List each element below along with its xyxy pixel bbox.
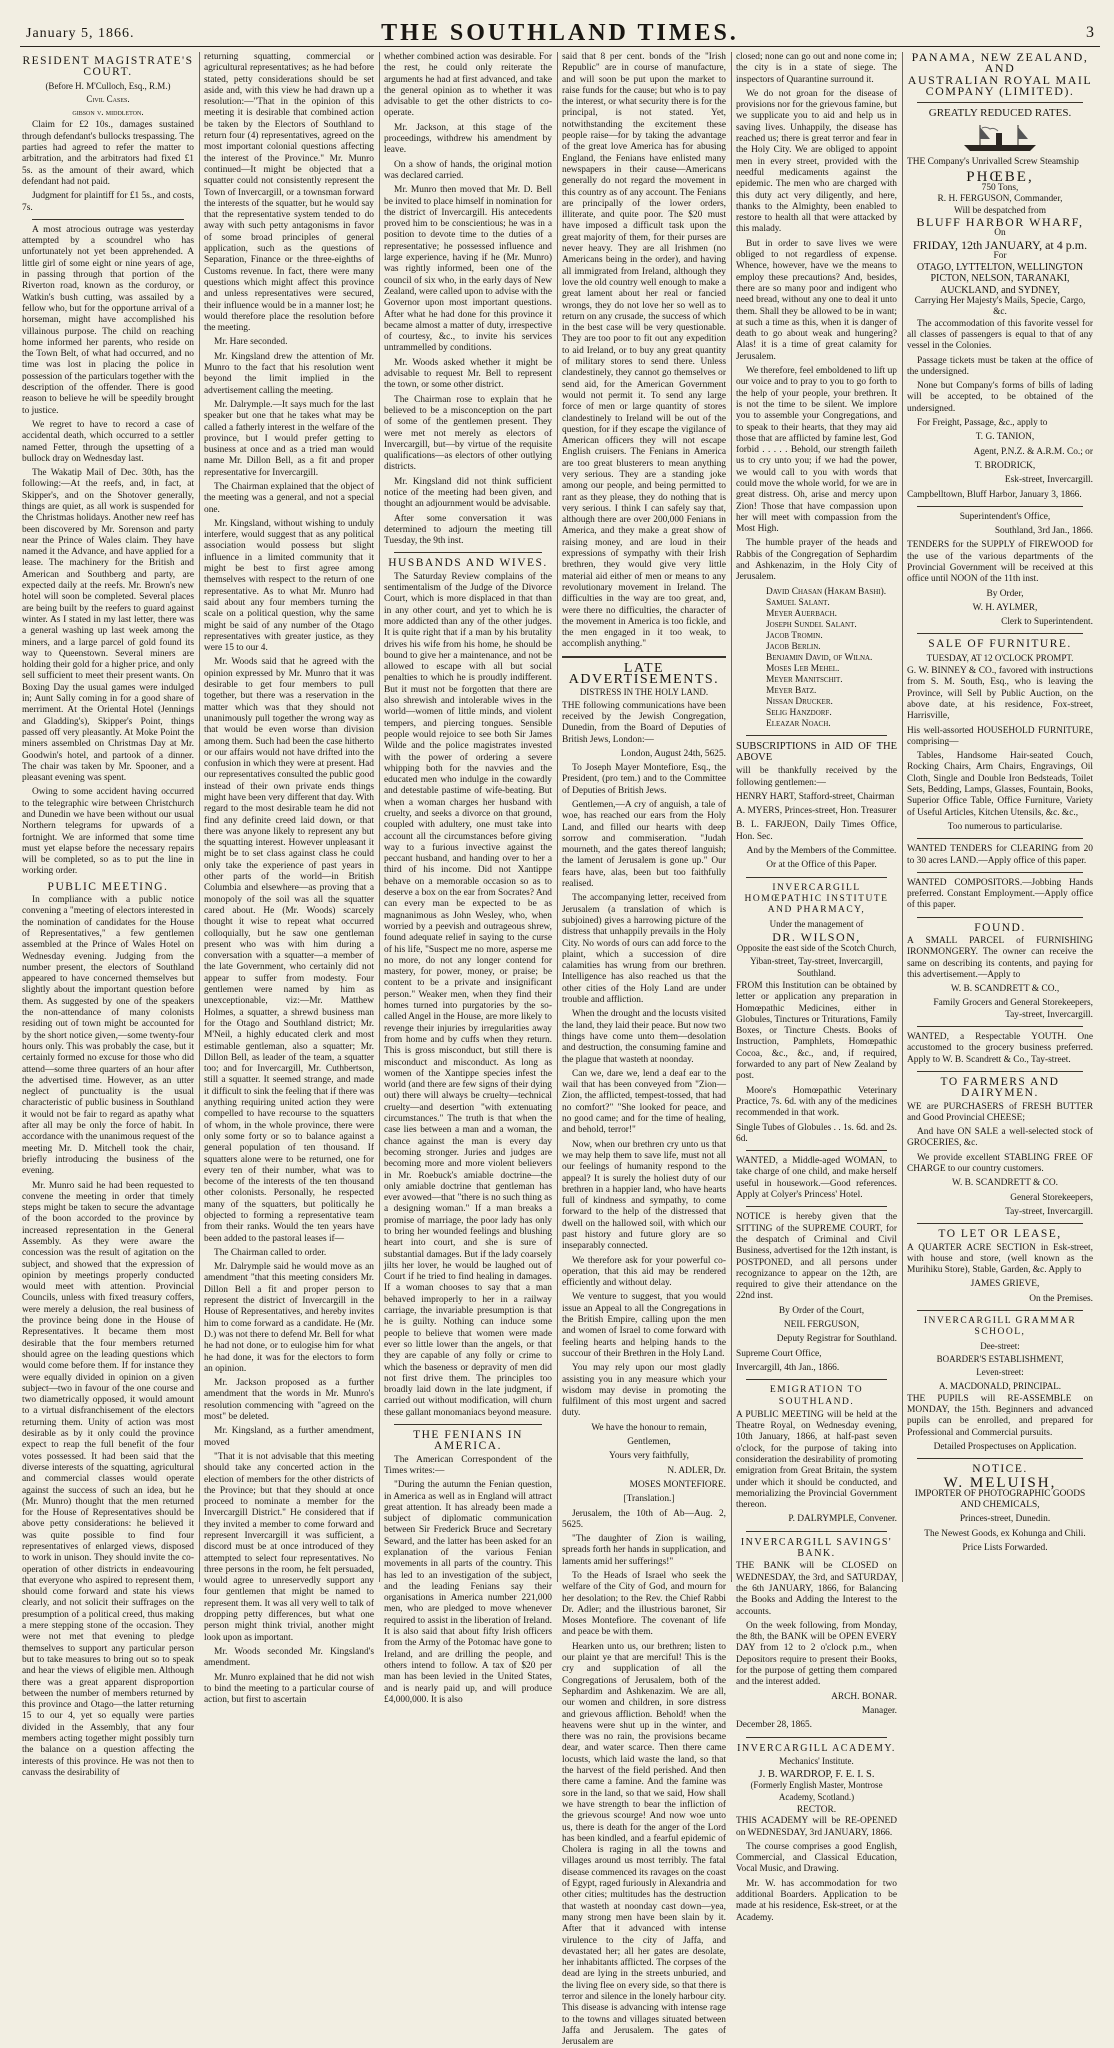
column-rule — [379, 52, 380, 1582]
steamship-icon — [960, 123, 1040, 153]
paragraph: Gentlemen,—A cry of anguish, a tale of woe, has reached our ears from the Holy Land, and filled our hearts with deep sorrow and commiseration. "Judah mourneth, and the gates thereof languish; the lament of Jerusalem is gone up." Our fears have, alas, been but too faithfully realised. — [562, 800, 726, 890]
paragraph: Mr. Woods said that he agreed with the opinion expressed by Mr. Munro that it was desirable to get four members to pull together, but there was a reservation in the matter which was that they should not unanimously pull together the wrong way as that would be even worse than division among them. Such had been the case hitherto or our affairs would not have drifted into the confusion in which they were at present. Had our representatives consulted the public good instead of their own private ends things might have been very different that day. With regard to the most desirable team he did not find any definite creed laid down, or that there was anyone likely to represent any but the squatting interest. However unpleasant it might be to set class against class he could only take the experience of past years in other parts of the world—in British Columbia and elsewhere—as proving that a monopoly of the soil was all the squatter cared about. He (Mr. Woods) scarcely thought it wise to repeat what occurred colloquially, but he saw one gentleman present who was with him during a conversation with a squatter—a member of the late Government, who certainly did not appear to suffer from modesty. Four gentlemen were named by him as unexceptionable, viz:—Mr. Matthew Holmes, a squatter, a shrewd business man for the Otago and Southland district; Mr. M'Neil, a highly educated clerk and most estimable gentleman, also a squatter; Mr. Dillon Bell, as leader of the team, a squatter too; and for Invercargill, Mr. Cuthbertson, still a squatter. It seemed strange, and made it difficult to sink the feeling that if there was anything requiring united action they were compelled to have recourse to the squatters of whom, in the whole province, there were only some forty or so to balance against a general population of ten thousand. If squatters alone were to be returned, one for every ten of their number, what was to become of the interests of the ten thousand other colonists. Personally, he respected many of the squatters, but politically he objected to forming a representative team from their ranks. Would the ten years have been added to the pastoral leases if— — [204, 657, 375, 1244]
divider — [746, 877, 887, 878]
column-3 — [384, 52, 552, 1705]
signature: Manager. — [861, 1705, 897, 1716]
paragraph: General Storekeepers, — [1010, 1192, 1093, 1203]
savings-bank-heading: INVERCARGILL SAVINGS' BANK. — [740, 1536, 893, 1560]
ports: PICTON, NELSON, TARANAKI, — [930, 273, 1070, 285]
paragraph: Carrying Her Majesty's Mails, Specie, Cargo, &c. — [914, 296, 1086, 318]
paragraph: Mr. Kingsland drew the attention of Mr. Munro to the fact that his resolution went beyond the limit implied in the advertisement calling the meeting. — [204, 351, 374, 396]
grammar-principal: A. MACDONALD, PRINCIPAL. — [939, 1380, 1061, 1391]
paragraph: Mr. Dalrymple.—It says much for the last speaker but one that he takes what may be called a fatherly interest in the welfare of the province, but I would prefer getting to business at once and as a tried man would name Mr. Dillon Bell, as a fit and proper representative for Invercargill. — [204, 399, 374, 478]
column-4 — [562, 52, 727, 2048]
translation-label: [Translation.] — [623, 1494, 675, 1505]
divider — [746, 1150, 887, 1151]
divider — [746, 735, 887, 736]
distress-heading: DISTRESS IN THE HOLY LAND. — [579, 687, 709, 698]
paragraph: A QUARTER ACRE SECTION in Esk-street, with house and store, (well known as the Murihiku Store), Stable, Garden, &c. Apply to — [907, 1242, 1093, 1276]
paragraph: When the drought and the locusts visited the land, they laid their peace. But now two things have come unto them—desolation and destruction, the consuming famine and the plague that wasteth at noonday. — [562, 1009, 726, 1065]
emigration-heading: EMIGRATION TO SOUTHLAND. — [769, 1385, 864, 1407]
paragraph: December 28, 1865. — [736, 1720, 813, 1731]
divider — [917, 1310, 1083, 1311]
paragraph: The Chairman explained that the object of the meeting was a general, and not a special one. — [204, 481, 374, 515]
paragraph: The accompanying letter, received from Jerusalem (a translation of which is subjoined) gives a harrowing picture of the distress that unhappily prevails in the Holy City. No words of ours can add force to the plaint, which a succession of dire calamities has wrung from our brethren. Intelligence has also reached us that the other cities of the Holy Land are under trouble and affliction. — [562, 893, 726, 1006]
paragraph: FROM this Institution can be obtained by letter or application any preparation in Homœpathic Medicines, either in Globules, Tinctures or Triturations, Family Boxes, or Tincture Chests. Books of Instruction, Pamphlets, Homœpathic Cocoa, &c., &c., and, if required, forwarded to any part of New Zealand by post. — [736, 981, 897, 1082]
agent: Esk-street, Invercargill. — [1004, 475, 1093, 486]
column-2 — [204, 52, 375, 1706]
signature: MOSES MONTEFIORE. — [629, 1479, 726, 1490]
newspaper-title: THE SOUTHLAND TIMES. — [381, 20, 739, 46]
grammar-sub: Dee-street: — [980, 1340, 1020, 1351]
divider — [917, 102, 1083, 103]
agent: T. BRODRICK, — [974, 460, 1036, 471]
paragraph: Mr. Jackson, at this stage of the proceedings, withdrew his amendment by leave. — [384, 122, 552, 156]
wharf: BLUFF HARBOR WHARF, — [916, 214, 1084, 229]
paragraph: THIS ACADEMY will be RE-OPENED on WEDNESDAY, 3rd JANUARY, 1866. — [736, 1816, 897, 1838]
paragraph: For Freight, Passage, &c., apply to — [917, 418, 1048, 429]
name: Meyer Manitschit. — [766, 674, 843, 685]
academy-heading: INVERCARGILL ACADEMY. — [737, 1742, 896, 1754]
paragraph: G. W. BINNEY & CO., favored with instructions from S. M. South, Esq., who is leaving the Province, will Sell by Public Auction, on the above date, at his residence, Fox-street, Harrisville, — [907, 666, 1093, 722]
letter-date: London, August 24th, 5625. — [620, 748, 726, 759]
rector-title: RECTOR. — [796, 1805, 837, 1815]
paragraph: And by the Members of the Committee. — [746, 846, 897, 857]
signature: JAMES GRIEVE, — [970, 1279, 1040, 1290]
paragraph: For — [993, 250, 1007, 261]
husbands-heading: HUSBANDS AND WIVES. — [388, 557, 548, 570]
steamship-heading: PANAMA, NEW ZEALAND, AND — [911, 50, 1089, 76]
signature: NEIL FERGUSON, — [783, 1320, 860, 1331]
steamship-heading: COMPANY (LIMITED). — [925, 83, 1075, 98]
paragraph: THE PUPILS will RE-ASSEMBLE on MONDAY, the 15th. Beginners and advanced pupils can be enrolled, and prepared for Professional and Commercial pursuits. — [907, 1393, 1093, 1438]
paragraph: Hearken unto us, our brethren; listen to our plaint ye that are merciful! This is the cry and supplication of all the Congregations of Jerusalem, both of the Sephardim and Ashkenazim. We are all, our women and children, in sore distress and grievous affliction. Behold! when the heavens were shut up in the winter, and there was no rain, the provisions became dear, and water scarce. Then there came locusts, which laid waste the land, so that the harvest of the field perished. And then there came a famine. And the famine was sore in the land, so that we said, How shall we have strength to bear the infliction of the grievous scourge! And now woe unto us, there is death for the anger of the Lord has been kindled, and a fearful epidemic of Cholera is raging in all the towns and villages around us most terribly. The fatal disease commenced its ravages on the coast of Egypt, raged furiously in Alexandria and other cities; multitudes has the destruction that wasteth at noonday cast down—yea, many strong men have been slain by it. After that it advanced with intense virulence to the city of Jaffa, and devastated her; all her gates are desolate, her inhabitants afflicted. The corpses of the dead are lying in the streets unburied, and the living flee on every side, so that there is terror and silence in the lonely harbour city. This disease is advancing with intense rage to the towns and villages situated between Jaffa and Jerusalem. The gates of Jerusalem are — [562, 1641, 727, 2048]
subscriptions-heading: SUBSCRIPTIONS in AID OF THE ABOVE — [736, 740, 897, 763]
paragraph: Mr. Woods asked whether it might be advisable to request Mr. Bell to represent the town, or some other district. — [384, 357, 552, 391]
paragraph: After some conversation it was determined to adjourn the meeting till Tuesday, the 9th inst. — [384, 513, 552, 547]
meeting-heading: PUBLIC MEETING. — [47, 880, 169, 893]
paragraph: Mr. Hare seconded. — [214, 337, 288, 348]
paragraph: To the Heads of Israel who seek the welfare of the City of God, and mourn for her desolation; to the Rev. the Chief Rabbi Dr. Adler; and the illustrious baronet, Sir Moses Montefiore. The covenant of life and peace be with them. — [562, 1571, 726, 1638]
paragraph: The Saturday Review complains of the sentimentalism of the Judge of the Divorce Court, which is more displaced in that than in any other court, and yet to which he is more addicted than any of the other judges. It is quite right that if a man by his brutality drives his wife from his home, he should be bound to give her a maintenance, and not be allowed to escape with all but social penalties to which he is proudly indifferent. But it must not be forgotten that there are also shrewish and intolerable wives in the world—women of little minds, and violent tempers, and piercing tongues. Sensible people would rejoice to see both Sir James Wilde and the police magistrates invested with the power of ordering a severe whipping both for the navvies and the educated men who indulge in the cowardly and detestable pastime of wife-beating. But when a woman charges her husband with cruelty, and seeks a divorce on that ground, coupled with adultery, one must take into account all the circumstances before giving way to a furious invective against the peccant husband, and handing over to her a third of his income. Did not Xantippe behave on a memorable occasion so as to deserve a box on the ear from Socrates? And can every man be expected to be as magnanimous as John Wesley, who, when worried by a peevish and outrageous shrew, found adequate relief in saying to the curse of his life, "Suspect me no more, asperse me no more, do not any longer contend for mastery, for power, money, or praise; be content to be a private and insignificant person." Weaker men, when they find their homes turned into purgatories by the so-called Angel in the House, are more likely to revenge their injuries by irregularities away from home and by cuffs when they return. This is gross misconduct, but still there is misconduct and misconduct. As long as women of the Xantippe species infest the world (and there are few signs of their dying out) there will always be cruelty—technical cruelty—and desertion "with extenuating circumstances." The truth is that when the case lies between a man and a woman, the chance against the man is every day becoming stronger. Juries and judges are becoming more and more violent believers in Mr. Roebuck's amiable doctrine—the only amiable doctrine that gentleman has ever avowed—that "there is no such thing as a designing woman." If a man breaks a promise of marriage, the poor lady has only to bring her wounded feelings and blushing heart into court, and she is sure of substantial damages. But if the lady coarsely jilts her lover, he would be laughed out of Court if he tried to find healing in damages. If a woman chooses to say that a man behaved improperly to her in a railway carriage, the invariable presumption is that he is guilty. Nothing can induce some people to believe that women were made ever so little lower than the angels, or that they are capable of any folly or crime to which the baseness or depravity of men did not first drive them. The principles too broadly laid down in the late judgment, if carried out without modification, will churn these gallant monomaniacs beyond measure. — [384, 571, 552, 1418]
paragraph: Can we, dare we, lend a deaf ear to the wail that has been conveyed from "Zion—Zion, the afflicted, tempest-tossed, that had no comfort?" "She looked for peace, and no good came; and for the time of healing, and behold, terror!" — [562, 1068, 726, 1136]
rector-name: J. B. WARDROP, F. E. I. S. — [758, 1769, 875, 1781]
court-heading: RESIDENT MAGISTRATE'S COURT. — [22, 55, 194, 79]
paragraph: Tables, Handsome Hair-seated Couch, Rocking Chairs, Arm Chairs, Engravings, Oil Cloth, Single and Double Iron Bedsteads, Toilet Sets, Bedding, Lamps, Glasses, Fountain, Books, Superior Office Table, Office Furniture, Variety of Useful Articles, Kitchen Utensils, &c. &c., — [907, 751, 1093, 818]
paragraph: And have ON SALE a well-selected stock of GROCERIES, &c. — [907, 1127, 1093, 1149]
homeopathic-heading: INVERCARGILL HOMŒPATHIC INSTITUTE AND PHARMACY, — [744, 882, 889, 916]
paragraph: WE are PURCHASERS of FRESH BUTTER and Good Provincial CHEESE; — [907, 1101, 1093, 1123]
paragraph: Now, when our brethren cry unto us that we may help them to save life, must not all our feelings of humanity respond to the appeal? It is surely the holiest duty of our brethren in a happier land, who have hearts full of kindness and sympathy, to come forward to the help of the distressed that dwell on the hallowed soil, with which our past history and future glory are so inseparably connected. — [562, 1139, 726, 1252]
divider — [32, 219, 184, 220]
signature: P. DALRYMPLE, Convener. — [788, 1514, 897, 1525]
divider — [917, 917, 1083, 918]
ports: OTAGO, LYTTELTON, WELLINGTON — [916, 262, 1084, 274]
paragraph: Or at the Office of this Paper. — [766, 860, 877, 871]
name: Samuel Salant. — [766, 597, 830, 608]
sale-date: TUESDAY, AT 12 O'CLOCK PROMPT. — [926, 652, 1074, 663]
paragraph: The Chairman called to order. — [214, 1247, 327, 1258]
paragraph: Mr. Jackson proposed as a further amendment that the words in Mr. Munro's resolution commencing with "agreed on the most" be deleted. — [204, 1378, 374, 1423]
column-rule — [731, 52, 732, 1582]
paragraph: Single Tubes of Globules . . 1s. 6d. and 2s. 6d. — [736, 1122, 897, 1144]
paragraph: In compliance with a public notice convening a "meeting of electors interested in the nomination of candidates for the House of Representatives," a few gentlemen assembled at the Prince of Wales Hotel on Wednesday evening. Judging from the number present, the electors of Southland appeared to have concerned themselves but slightly about the important question before them. As suggested by one of the speakers the non-attendance of many colonists residing out of town might be accounted for by the short notice given,—some twenty-four hours only. This was probably the case, but it certainly formed no excuse for those who did attend—some three quarters of an hour after the advertised time. However, as an utter neglect of punctuality is the usual characteristic of public business in Southland it would not be fair to regard as apathy what after all may be only the force of habit. In accordance with the unanimous request of the meeting Mr. D. Mitchell took the chair, briefly introducing the business of the evening. — [22, 895, 194, 1177]
signature: W. H. AYLMER, — [972, 602, 1038, 613]
paragraph: The humble prayer of the heads and Rabbis of the Congregation of Sephardim and Ashkenazim, in the Holy City of Jerusalem. — [736, 538, 897, 583]
divider — [917, 506, 1083, 507]
name: Nissan Drucker. — [766, 696, 833, 707]
name: Joseph Sundel Salant. — [766, 619, 857, 630]
signoff: Gentlemen, — [627, 1437, 671, 1448]
name: David Chasan (Hakam Bashi). — [766, 586, 887, 597]
paragraph: THE BANK will be CLOSED on WEDNESDAY, the 3rd, and SATURDAY, the 6th JANUARY, 1866, for Balancing the Books and Adding the Interest to the accounts. — [736, 1561, 897, 1617]
paragraph: Too numerous to particularise. — [947, 821, 1063, 832]
signature: W. B. SCANDRETT & CO., — [950, 984, 1060, 995]
notice-heading: NOTICE. — [972, 1463, 1028, 1476]
paragraph: Mr. W. has accommodation for two additional Boarders. Application to be made at his residence, Esk-street, or at the Academy. — [736, 1878, 897, 1923]
paragraph: Mr. Munro said he had been requested to convene the meeting in order that timely steps might be taken to secure the advantage of the boon accorded to the province by increased representation in the General Assembly. As they were aware the concession was the result of agitation on the subject, and showed that the expression of opinion by meetings properly conducted would meet with attention. Provincial Councils, unless with fixed treasury coffers, were merely a delusion, the real business of the province being done in the House of Representatives. It became them most desirable that the four members returned should agree on the leading questions which would come before them. If for instance they were equally divided in opinion on a given subject—two in favour of the one course and two diametrically opposed, it would amount to a virtual disfranchisement of the electors returning them. Unity of action was most desirable as by it only could the province expect to reap the full benefit of the four votes possessed. It had been said that the diverse interests of the squatting, agricultural and commercial classes would operate against the success of such an idea, but he (Mr. Munro) thought that the men returned for the House of Representatives should be above petty considerations: he believed it was quite possible to find four representatives of enlarged views, disposed to work in unison. They should invite the co-operation of other districts in endeavouring that everyone who aspired to represent them, should come forward and state his views clearly, and not solicit their suffrages on the presumption of a political creed, thus making a mere stepping stone of the occasion. They were not met that evening to pledge themselves to support any particular person but to take measures to bring out so to speak and hear the views of eligible men. Although there was a great apparent disproportion between the number of members returned by this province and Otago—the latter returning 15 to our 4, yet so equally were parties divided in the Assembly, that any four members acting together might possibly turn the balance on a question affecting the interests of this province. He was not then to canvass the desirability of — [22, 1180, 194, 1778]
tenders-notice: TENDERS for the SUPPLY of FIREWOOD for the use of the various departments of the Provincial Government will be received at this office until NOON of the 11th inst. — [907, 540, 1093, 585]
steamship-heading: AUSTRALIAN ROYAL MAIL — [907, 72, 1093, 87]
paragraph: Price Lists Forwarded. — [962, 1543, 1048, 1554]
paragraph: Mr. Dalrymple said he would move as an amendment "that this meeting considers Mr. Dillon Bell a fit and proper person to represent the district of Invercargill in the House of Representatives, and hereby invites him to come forward as a candidate. He (Mr. D.) was not there to defend Mr. Bell for what he had not done, or to eulogise him for what he had done, it was for the electors to form an opinion. — [204, 1262, 374, 1374]
divider — [917, 1458, 1083, 1459]
paragraph: The course comprises a good English, Commercial, and Classical Education, Vocal Music, and Drawing. — [736, 1841, 897, 1875]
signoff: We have the honour to remain, — [591, 1422, 707, 1433]
name: Selig Hanzdorf. — [766, 707, 832, 718]
paragraph: On the Premises. — [1029, 1293, 1093, 1304]
divider — [746, 1206, 887, 1207]
divider — [917, 1071, 1083, 1072]
subscriber: HENRY HART, Stafford-street, Chairman — [736, 791, 895, 802]
paragraph: returning squatting, commercial or agricultural representatives; as he had before stated, petty considerations should be set aside and, with this view he had drawn up a resolution:—"That in the opinion of this meeting it is desirable that combined action be taken by the Electors of Southland to return four (4) representatives, agreed on the most important colonial questions affecting the interest of the Province." Mr. Munro continued—It might be objected that a squatter could not consistently represent the Town of Invercargill, or a townsman forward the interests of the squatter, but he would say that the representative system tended to do away with such petty antagonisms in favor of some broad principles of general application, such as the questions of Separation, Finance or the three-eighths of Customs revenue. In fact, there were many questions which might affect this province and unless representatives were secured, their influence would be in a manner lost; he would therefore place the resolution before the meeting. — [204, 52, 374, 334]
civil-cases-heading: Civil Cases. — [86, 93, 130, 104]
name: Eleazar Noach. — [766, 718, 831, 729]
paragraph: Tay-street, Invercargill. — [1005, 1206, 1093, 1217]
paragraph: will be thankfully received by the following gentlemen:— — [736, 766, 897, 788]
meluish-name: W. MELUISH, — [943, 1474, 1057, 1491]
paragraph: A SMALL PARCEL of FURNISHING IRONMONGERY. The owner can receive the same on describing its contents, and paying for this advertisement.—Apply to — [907, 936, 1093, 980]
paragraph: Detailed Prospectuses on Application. — [933, 1441, 1077, 1452]
wanted-ad: WANTED, a Middle-aged WOMAN, to take charge of one child, and make herself useful in housework.—Good references. Apply at Colyer's Princess' Hotel. — [736, 1156, 897, 1201]
fenians-heading: THE FENIANS IN AMERICA. — [413, 1429, 523, 1453]
paragraph: The Chairman rose to explain that he believed to be a misconception on the part of some of the gentlemen present. They were met not merely as electors of Invercargill, but—by virtue of the requisite qualifications—as electors of other outlying districts. — [384, 394, 552, 473]
found-heading: FOUND. — [974, 921, 1026, 934]
paragraph: whether combined action was desirable. For the rest, he could only reiterate the arguments he had at first advanced, and take the general opinion as to whether it was advisable to get the other districts to co-operate. — [384, 52, 552, 119]
divider — [394, 1424, 542, 1425]
paragraph: Invercargill, 4th Jan., 1866. — [736, 1362, 840, 1373]
let-heading: TO LET OR LEASE, — [938, 1228, 1062, 1241]
paragraph: The Newest Goods, ex Kohunga and Chili. — [924, 1528, 1086, 1539]
name: Benjamin David, of Wilna. — [766, 652, 873, 663]
paragraph: closed; none can go out and none come in; the city is in a state of siege. The inspectors of Quarantine surround it. — [736, 52, 897, 85]
paragraph: But in order to save lives we were obliged to not regardless of expense. Whence, however, have we the means to employ these precautions? And, besides, there are so many poor and indigent who need bread, without any one to deal it unto them. Shall they be allowed to be in want; at such a time as this, when it is danger of death to go about weak and hungering? Alas! it is a time of great calamity for Jerusalem. — [736, 238, 897, 362]
ports: AUCKLAND, and SYDNEY, — [940, 284, 1060, 296]
column-rule — [902, 52, 903, 1582]
paragraph: On a show of hands, the original motion was declared carried. — [384, 159, 552, 181]
rabbi-names — [736, 587, 897, 730]
paragraph: Moore's Homœpathic Veterinary Practice, 7s. 6d. with any of the medicines recommended in that work. — [736, 1085, 897, 1119]
paragraph: A most atrocious outrage was yesterday attempted by a scoundrel who has unfortunately not yet been apprehended. A little girl of some eight or nine years of age, in passing through that portion of the Riverton road, known as the corduroy, or Watkin's bush cutting, was assailed by a fellow who, but for the opportune arrival of a horseman, might have accomplished his villainous purpose. The child on reaching home informed her parents, who reside on the Town Belt, of what had occurred, and no time was lost in placing the police in possession of the particulars together with the description of the offender. There is good reason to believe he will be speedily brought to justice. — [22, 224, 194, 416]
divider — [917, 633, 1083, 634]
ship-name: PHŒBE, — [966, 168, 1034, 185]
agent: Agent, P.N.Z. & A.R.M. Co.; or — [973, 446, 1093, 457]
paragraph: Judgment for plaintiff for £1 5s., and costs, 7s. — [22, 191, 194, 213]
divider — [562, 656, 726, 658]
paragraph: IMPORTER OF PHOTOGRAPHIC GOODS AND CHEMICALS, — [914, 1488, 1086, 1511]
name: Jacob Tromin. — [766, 630, 823, 641]
paragraph: Superintendent's Office, — [959, 511, 1051, 522]
wanted-ad: WANTED TENDERS for CLEARING from 20 to 30 acres LAND.—Apply office of this paper. — [907, 844, 1093, 866]
paragraph: Passage tickets must be taken at the office of the undersigned. — [907, 355, 1093, 377]
paragraph: To Joseph Mayer Montefiore, Esq., the President, (pro tem.) and to the Committee of Deputies of British Jews. — [562, 763, 726, 796]
paragraph: said that 8 per cent. bonds of the "Irish Republic" are in course of manufacture, and will soon be put upon the market to raise funds for the cause; but who is to pay the interest, or what security there is for the principal, is not stated. Yet, notwithstanding the excitement these people raise—for by taking the advantage of the great love America has for abusing England, the Fenians have enlisted many newspapers in their cause—Americans generally do not regard the movement in this country as of any account. The Fenians are principally of the lower orders, illiterate, and quite poor. The $20 must have imposed a difficult task upon the great majority of them, for their purses are never heavy. They are all Irishmen (no Americans being in the order), and having all immigrated from Ireland, although they love the old country well enough to make a great lament about her real or fancied wrongs, they do not love her so well as to return on any crusade, the success of which in the best case will be very questionable. They are too poor to fit out any expedition to aid Ireland, or to buy any great quantity of military stores to send there. Unless clandestinely, they cannot go themselves or send aid, for the American Government would not permit it. To send any large force of men or large quantity of stores clandestinely to Ireland will be out of the question, for if they escape the vigilance of American officers they will not escape English cruisers. The Fenians in America are too great blusterers to mean anything very serious. They are a standing joke among our people, and being permitted to rant as they please, they do nothing that is very serious. I think I can safely say that, although there are over 200,000 Fenians in America, and they make a great show of raising money, and are loud in their expressions of sympathy with their Irish brethren, they would give very little material aid either of men or means to any revolutionary movement in Ireland. The difficulties in the way are too great, and, were there no difficulties, the character of the movement in America is too fickle, and the men engaged in it too weak, to accomplish anything." — [562, 52, 726, 650]
address: Yiban-street, Tay-street, Invercargill, Southland. — [750, 956, 883, 978]
wanted-ad: WANTED, a Respectable YOUTH. One accustomed to the grocery business preferred. Apply to W. B. Scandrett & Co., Tay-street. — [907, 1032, 1093, 1065]
paragraph: We do not groan for the disease of provisions nor for the grievous famine, but we supplicate you to aid and help us in saving lives. Unhappily, the disease has reached us; there is great terror and fear in the Holy City. We are obliged to appoint men in every street, provided with the needful medicaments against the epidemic. The men who are charged with this duty act very diligently, and here, thanks to the Almighty, been enabled to restore to health all that were attacked by this malady. — [736, 88, 897, 235]
page-number: 3 — [1086, 24, 1094, 41]
signature: ARCH. BONAR. — [831, 1691, 897, 1702]
paragraph: "During the autumn the Fenian question, in America as well as in England will attract great attention. It has already been made a subject of diplomatic communication between Sir Frederick Bruce and Secretary Seward, and the latter has been asked for an explanation of the various Fenian movements in all parts of the country. This has led to an investigation of the subject, and the leading Fenians say their organisations in America number 221,000 men, who are pledged to move whenever required to assist in the liberation of Ireland. It is also said that about fifty Irish officers from the Army of the Potomac have gone to Ireland, and are drilling the people, and others intend to follow. A tax of $20 per man has been levied in the United States, and is nearly paid up, and will produce £4,000,000. It is also — [384, 1480, 552, 1705]
divider — [746, 1379, 887, 1380]
academy-sub: (Formerly English Master, Montrose Academy, Scotland.) — [750, 1780, 883, 1802]
late-ads-heading: LATE ADVERTISEMENTS. — [568, 660, 720, 688]
masthead — [20, 18, 1100, 47]
paragraph: THE Company's Unrivalled Screw Steamship — [907, 157, 1079, 168]
column-5 — [736, 52, 897, 1923]
paragraph: Owing to some accident having occurred to the telegraphic wire between Christchurch and Dunedin we have been without our usual Northern telegrams for upwards of a fortnight. We are informed that some time must yet elapse before the necessary repairs will be completed, so as to put the line in working order. — [22, 787, 194, 877]
paragraph: The accommodation of this favorite vessel for all classes of passengers is equal to that of any vessel in the Colonies. — [907, 318, 1093, 352]
paragraph: Mr. Kingsland, without wishing to unduly interfere, would suggest that as any political association would possess but slight influence in a limited community that it might be best to first agree among themselves with respect to the return of one representative. As to what Mr. Munro had said about any four members turning the scale on a political question, why the same might be said of any number of the Otago representatives with greater justice, as they were 15 to our 4. — [204, 518, 374, 654]
column-6 — [907, 52, 1093, 1582]
court-subheading: (Before H. M'Culloch, Esq., R.M.) — [45, 80, 171, 91]
grammar-board: BOARDER'S ESTABLISHMENT, — [936, 1353, 1064, 1364]
signature: N. ADLER, Dr. — [667, 1465, 726, 1476]
paragraph: Campbelltown, Bluff Harbor, January 3, 1866. — [907, 489, 1082, 500]
agent: T. G. TANION, — [975, 432, 1035, 443]
paragraph: None but Company's forms of bills of lading will be accepted, to be obtained of the undersigned. — [907, 381, 1093, 414]
grammar-sub: Leven-street: — [976, 1367, 1024, 1378]
divider — [917, 838, 1083, 839]
paragraph: We therefore ask for your powerful co-operation, that this aid may be rendered efficiently and without delay. — [562, 1255, 726, 1289]
paragraph: Mr. Munro explained that he did not wish to bind the meeting to a particular course of action, but first to ascertain — [204, 1672, 374, 1706]
tonnage: 750 Tons, — [981, 183, 1019, 194]
reduced-rates: GREATLY REDUCED RATES. — [928, 107, 1072, 120]
divider — [917, 1026, 1083, 1027]
homeopathic-sub: Under the management of — [769, 918, 864, 929]
paragraph: We venture to suggest, that you would issue an Appeal to all the Congregations in the British Empire, calling upon the men and women of Israel to come forward with feeling hearts and helping hands to the succour of their Brethren in the Holy Land. — [562, 1292, 726, 1359]
paragraph: By Order, — [986, 588, 1024, 599]
farmers-heading: TO FARMERS AND DAIRYMEN. — [940, 1075, 1060, 1100]
paragraph: Deputy Registrar for Southland. — [776, 1334, 897, 1345]
paragraph: Mr. Kingsland did not think sufficient notice of the meeting had been given, and thought an adjournment would be advisable. — [384, 476, 552, 510]
address: Opposite the east side of the Scotch Church, — [736, 943, 897, 954]
divider — [746, 1737, 887, 1738]
column-rule — [557, 52, 558, 1582]
paragraph: His well-assorted HOUSEHOLD FURNITURE, comprising— — [907, 725, 1093, 747]
divider — [746, 1531, 887, 1532]
case-title: gibson v. middleton. — [72, 107, 144, 118]
paragraph: Clerk to Superintendent. — [1001, 617, 1093, 628]
divider — [394, 552, 542, 553]
grammar-heading: INVERCARGILL GRAMMAR SCHOOL, — [923, 1316, 1077, 1338]
column-1 — [22, 52, 194, 1778]
paragraph: You may rely upon our most gladly assisting you in any measure which your wisdom may devise in promoting the fulfilment of this most urgent and sacred duty. — [562, 1363, 726, 1419]
signature: W. B. SCANDRETT & CO. — [951, 1178, 1058, 1189]
sailing-date: FRIDAY, 12th JANUARY, at 4 p.m. — [912, 237, 1088, 252]
paragraph: Mr. Kingsland, as a further amendment, moved — [204, 1426, 374, 1448]
court-notice: NOTICE is hereby given that the SITTING of the SUPREME COURT, for the despatch of Criminal and Civil Business, advertised for the 12th instant, is POSTPONED, and all persons under recognizance to appear on the 12th, are required to give their attendance on the 22nd inst. — [736, 1212, 897, 1302]
paragraph: The Wakatip Mail of Dec. 30th, has the following:—At the reefs, and, in fact, at Skipper's, and on the Shotover generally, things are quiet, as all work is suspended for the Christmas holidays. Another new reef has been discovered by Mr. Sorenson and party near the Prince of Wales claim. They have named it the Advance, and have applied for a lease. The machinery for the British and American and Southberg and party, are expected daily at the reefs. Mr. Brown's new hotel will soon be completed. Several places are being built by the reefers to guard against winter. As I stated in my last letter, there was a general washing up last week among the miners, and a large parcel of gold found its way to Queenstown. Several miners are holding their gold for a higher price, and only sell sufficient to meet their present wants. On Boxing Day the usual games were indulged in; Aunt Sally coming in for a good share of merriment. At the Oriental Hotel (Jennings and Gladding's), Skipper's Point, things passed off very pleasantly. At Moke Point the miners assembled on Christmas Day at Mr. Goodwin's hotel, and partook of a dinner. The chair was taken by Mr. Spooner, and a pleasant evening was spent. — [22, 468, 194, 784]
paragraph: Supreme Court Office, — [736, 1348, 822, 1359]
paragraph: By Order of the Court, — [778, 1305, 865, 1316]
paragraph: We provide excellent STABLING FREE OF CHARGE to our country customers. — [907, 1152, 1093, 1175]
paragraph: We regret to have to record a case of accidental death, which occurred to a settler named Fetter, through the upsetting of a bullock dray on Wednesday last. — [22, 419, 194, 464]
paragraph: We therefore, feel emboldened to lift up our voice and to pray to you to go forth to the help of your people, your brethren. It is not the time to be silent. We implore you to assemble your Congregations, and to speak to their hearts, that they may aid those that are afflicted by famine lest, God forbid . . . . . Behold, our strength faileth us to cry unto you; if we had the power, we would call to you with words that could move the whole world, for we are in great distress. Oh, arise and mercy upon Zion! Those that have compassion upon her will meet with compassion from the Most High. — [736, 366, 897, 535]
paragraph: The American Correspondent of the Times writes:— — [384, 1454, 552, 1476]
name: Meyer Batz. — [766, 685, 817, 696]
wanted-ad: WANTED COMPOSITORS.—Jobbing Hands preferred. Constant Employment.—Apply office of this paper. — [907, 877, 1093, 911]
doctor-name: DR. WILSON, — [772, 929, 861, 944]
name: Moses Leb Mehel. — [766, 663, 840, 674]
paragraph: Claim for £2 10s., damages sustained through defendant's bullocks trespassing. The parties had agreed to refer the matter to arbitration, and the arbitrators had fixed £1 5s. as the amount of their award, which defendant had not paid. — [22, 120, 194, 187]
paragraph: A PUBLIC MEETING will be held at the Theatre Royal, on Wednesday evening, 10th January, 1866, at half-past seven o'clock, for the purpose of taking into consideration the desirability of promoting emigration from Great Britain, the system under which it should be conducted, and memorializing the Provincial Government thereon. — [736, 1409, 897, 1511]
academy-sub: Mechanics' Institute. — [779, 1755, 854, 1766]
paragraph: Mr. Woods seconded Mr. Kingsland's amendment. — [204, 1646, 374, 1669]
paragraph: Family Grocers and General Storekeepers, Tay-street, Invercargill. — [933, 998, 1093, 1020]
paragraph: On the week following, from Monday, the 8th, the BANK will be OPEN EVERY DAY from 12 to 2 o'clock p.m., when Depositors require to present their Books, for the purpose of getting them compared and the interest added. — [736, 1620, 897, 1688]
signoff: Yours very faithfully, — [609, 1451, 689, 1462]
paragraph: Southland, 3rd Jan., 1866. — [994, 526, 1093, 537]
paragraph: Jerusalem, the 10th of Ab—Aug. 2, 5625. — [562, 1508, 726, 1530]
paragraph: "That it is not advisable that this meeting should take any concerted action in the election of members for the other districts of the Province; but that they should at once proceed to nominate a member for the Invercargill District." He considered that if they invited a member to come forward and represent Invercargill it was sufficient, a discord must be at once introduced of they attempted to select four representatives. No three persons in the room, he felt persuaded, would agree to unreservedly support any four gentlemen that might be named to represent them. It was all very well to talk of dropping petty differences, but what one person might think trivial, another might look upon as important. — [204, 1451, 374, 1643]
issue-date: January 5, 1866. — [26, 26, 135, 41]
name: Jacob Berlin. — [766, 641, 821, 652]
paragraph: THE following communications have been received by the Jewish Congregation, Dunedin, from the Board of Deputies of British Jews, London:— — [562, 700, 726, 745]
sale-heading: SALE OF FURNITURE. — [928, 638, 1072, 651]
paragraph: Will be despatched from — [953, 205, 1047, 216]
paragraph: Princes-street, Dunedin. — [959, 1514, 1051, 1525]
commander: R. H. FERGUSON, Commander, — [937, 194, 1063, 205]
subscriber: A. MYERS, Princes-street, Hon. Treasurer — [736, 806, 897, 817]
divider — [917, 872, 1083, 873]
name: Meyer Auerbach. — [766, 608, 837, 619]
divider — [917, 1223, 1083, 1224]
column-rule — [199, 52, 200, 1582]
paragraph: On — [994, 228, 1006, 239]
paragraph: "The daughter of Zion is wailing, spreads forth her hands in supplication, and laments amid her sufferings!" — [562, 1534, 726, 1567]
subscriber: B. L. FARJEON, Daily Times Office, Hon. Sec. — [736, 820, 897, 842]
paragraph: Mr. Munro then moved that Mr. D. Bell be invited to place himself in nomination for the district of Invercargill. His antecedents proved him to be conscientious; he was in a position to devote time to the duties of a representative; he possessed influence and large experience, having if he (Mr. Munro) was rightly informed, been one of the council of six who, in the early days of New Zealand, were called upon to advise with the Governor upon most important questions. After what he had done for this province it became almost a matter of duty, irrespective of courtesy, &c., to invite his services untrammelled by conditions. — [384, 185, 552, 354]
